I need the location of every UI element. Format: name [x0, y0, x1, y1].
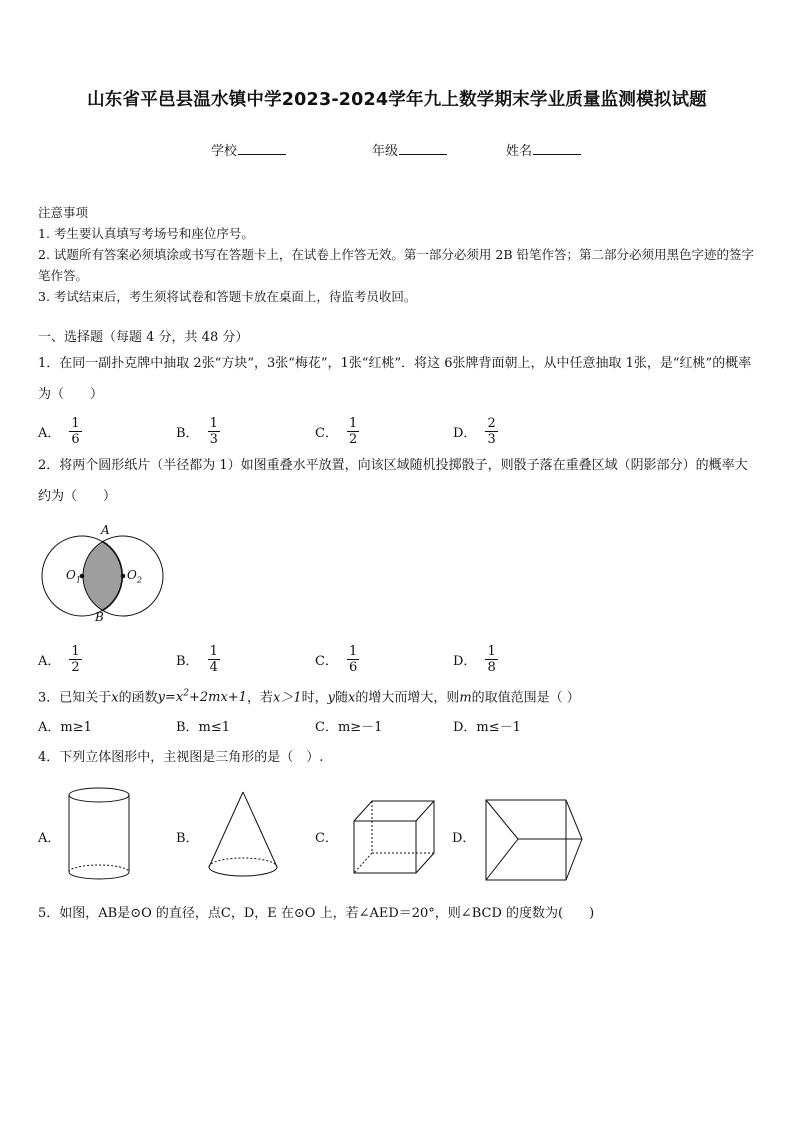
- point-o2: [121, 574, 126, 579]
- question-2: [38, 450, 760, 512]
- label-o2: $O_2$: [127, 568, 142, 585]
- question-1-text: 1．在同一副扑克牌中抽取 2张“方块”，3张“梅花”，1张“红桃”．将这 6张牌背面朝上，从中任意抽取 1张，是“红桃”的概率为（ ）: [38, 356, 752, 402]
- cube-figure: [350, 797, 440, 877]
- q1-option-c: C． $\frac{1}{2}$: [315, 415, 358, 447]
- label-o1: $O_1$: [66, 568, 81, 585]
- question-1-options: [38, 409, 738, 453]
- q2-option-c: C． $\frac{1}{6}$: [315, 643, 358, 675]
- note-item: 2. 试题所有答案必须填涂或书写在答题卡上，在试卷上作答无效。第一部分必须用 2B 铅笔作答；第二部分必须用黑色字迹的签字笔作答。: [38, 247, 754, 283]
- question-4-text: 4．下列立体图形中，主视图是三角形的是（ ）.: [38, 750, 324, 765]
- question-4: [38, 742, 760, 773]
- grade-field: 年级: [372, 140, 447, 159]
- section-heading: 一、选择题（每题 4 分，共 48 分）: [38, 330, 249, 345]
- triangular-prism-figure: [482, 796, 592, 886]
- q2-option-a: A． $\frac{1}{2}$: [38, 643, 80, 675]
- q2-option-b: B． $\frac{1}{4}$: [176, 643, 218, 675]
- label-b: B: [95, 610, 104, 624]
- notes-heading: 注意事项: [38, 205, 89, 220]
- q4-label-a: A．: [38, 831, 61, 846]
- q1-option-d: D． $\frac{2}{3}$: [453, 415, 496, 447]
- q1-option-b: B． $\frac{1}{3}$: [176, 415, 218, 447]
- q3-option-d: D．m≤－1: [453, 720, 521, 735]
- q2-option-d: D． $\frac{1}{8}$: [453, 643, 496, 675]
- q1-option-a: A． $\frac{1}{6}$: [38, 415, 80, 447]
- cone-figure: [205, 788, 281, 884]
- question-3: [38, 679, 760, 713]
- q4-label-d: D．: [452, 831, 476, 846]
- cylinder-figure: [66, 786, 136, 882]
- question-5: [38, 898, 760, 929]
- question-2-text: 2．将两个圆形纸片（半径都为 1）如图重叠水平放置，向该区域随机投掷骰子，则骰子落在重叠区域（阴影部分）的概率大约为（ ）: [38, 458, 748, 504]
- question-5-text: 5．如图，AB是⊙O 的直径，点C，D，E 在⊙O 上，若∠AED＝20°，则∠BCD 的度数为( ): [38, 906, 595, 921]
- q4-label-b: B．: [176, 831, 199, 846]
- question-3-text: 3．已知关于x的函数$y=x^2+2mx+1$，若x＞1时，y随x的增大而增大，则m的取值范围是（ ）: [38, 689, 580, 706]
- note-item: 1. 考生要认真填写考场号和座位序号。: [38, 226, 254, 241]
- question-1: [38, 348, 760, 410]
- q3-option-a: A．m≥1: [38, 720, 92, 735]
- page-title: 山东省平邑县温水镇中学2023-2024学年九上数学期末学业质量监测模拟试题: [87, 90, 707, 110]
- note-item: 3. 考试结束后，考生须将试卷和答题卡放在桌面上，待监考员收回。: [38, 289, 417, 304]
- question-2-options: [38, 637, 738, 681]
- name-field: 姓名: [506, 140, 581, 159]
- question-3-options: [38, 716, 738, 738]
- q3-option-c: C．m≥－1: [315, 720, 383, 735]
- notes-section: [38, 202, 758, 307]
- q4-label-c: C．: [315, 831, 338, 846]
- q3-option-b: B．m≤1: [176, 720, 231, 735]
- label-a: A: [101, 523, 110, 537]
- school-field: 学校: [211, 140, 286, 159]
- overlapping-circles-figure: [40, 524, 170, 624]
